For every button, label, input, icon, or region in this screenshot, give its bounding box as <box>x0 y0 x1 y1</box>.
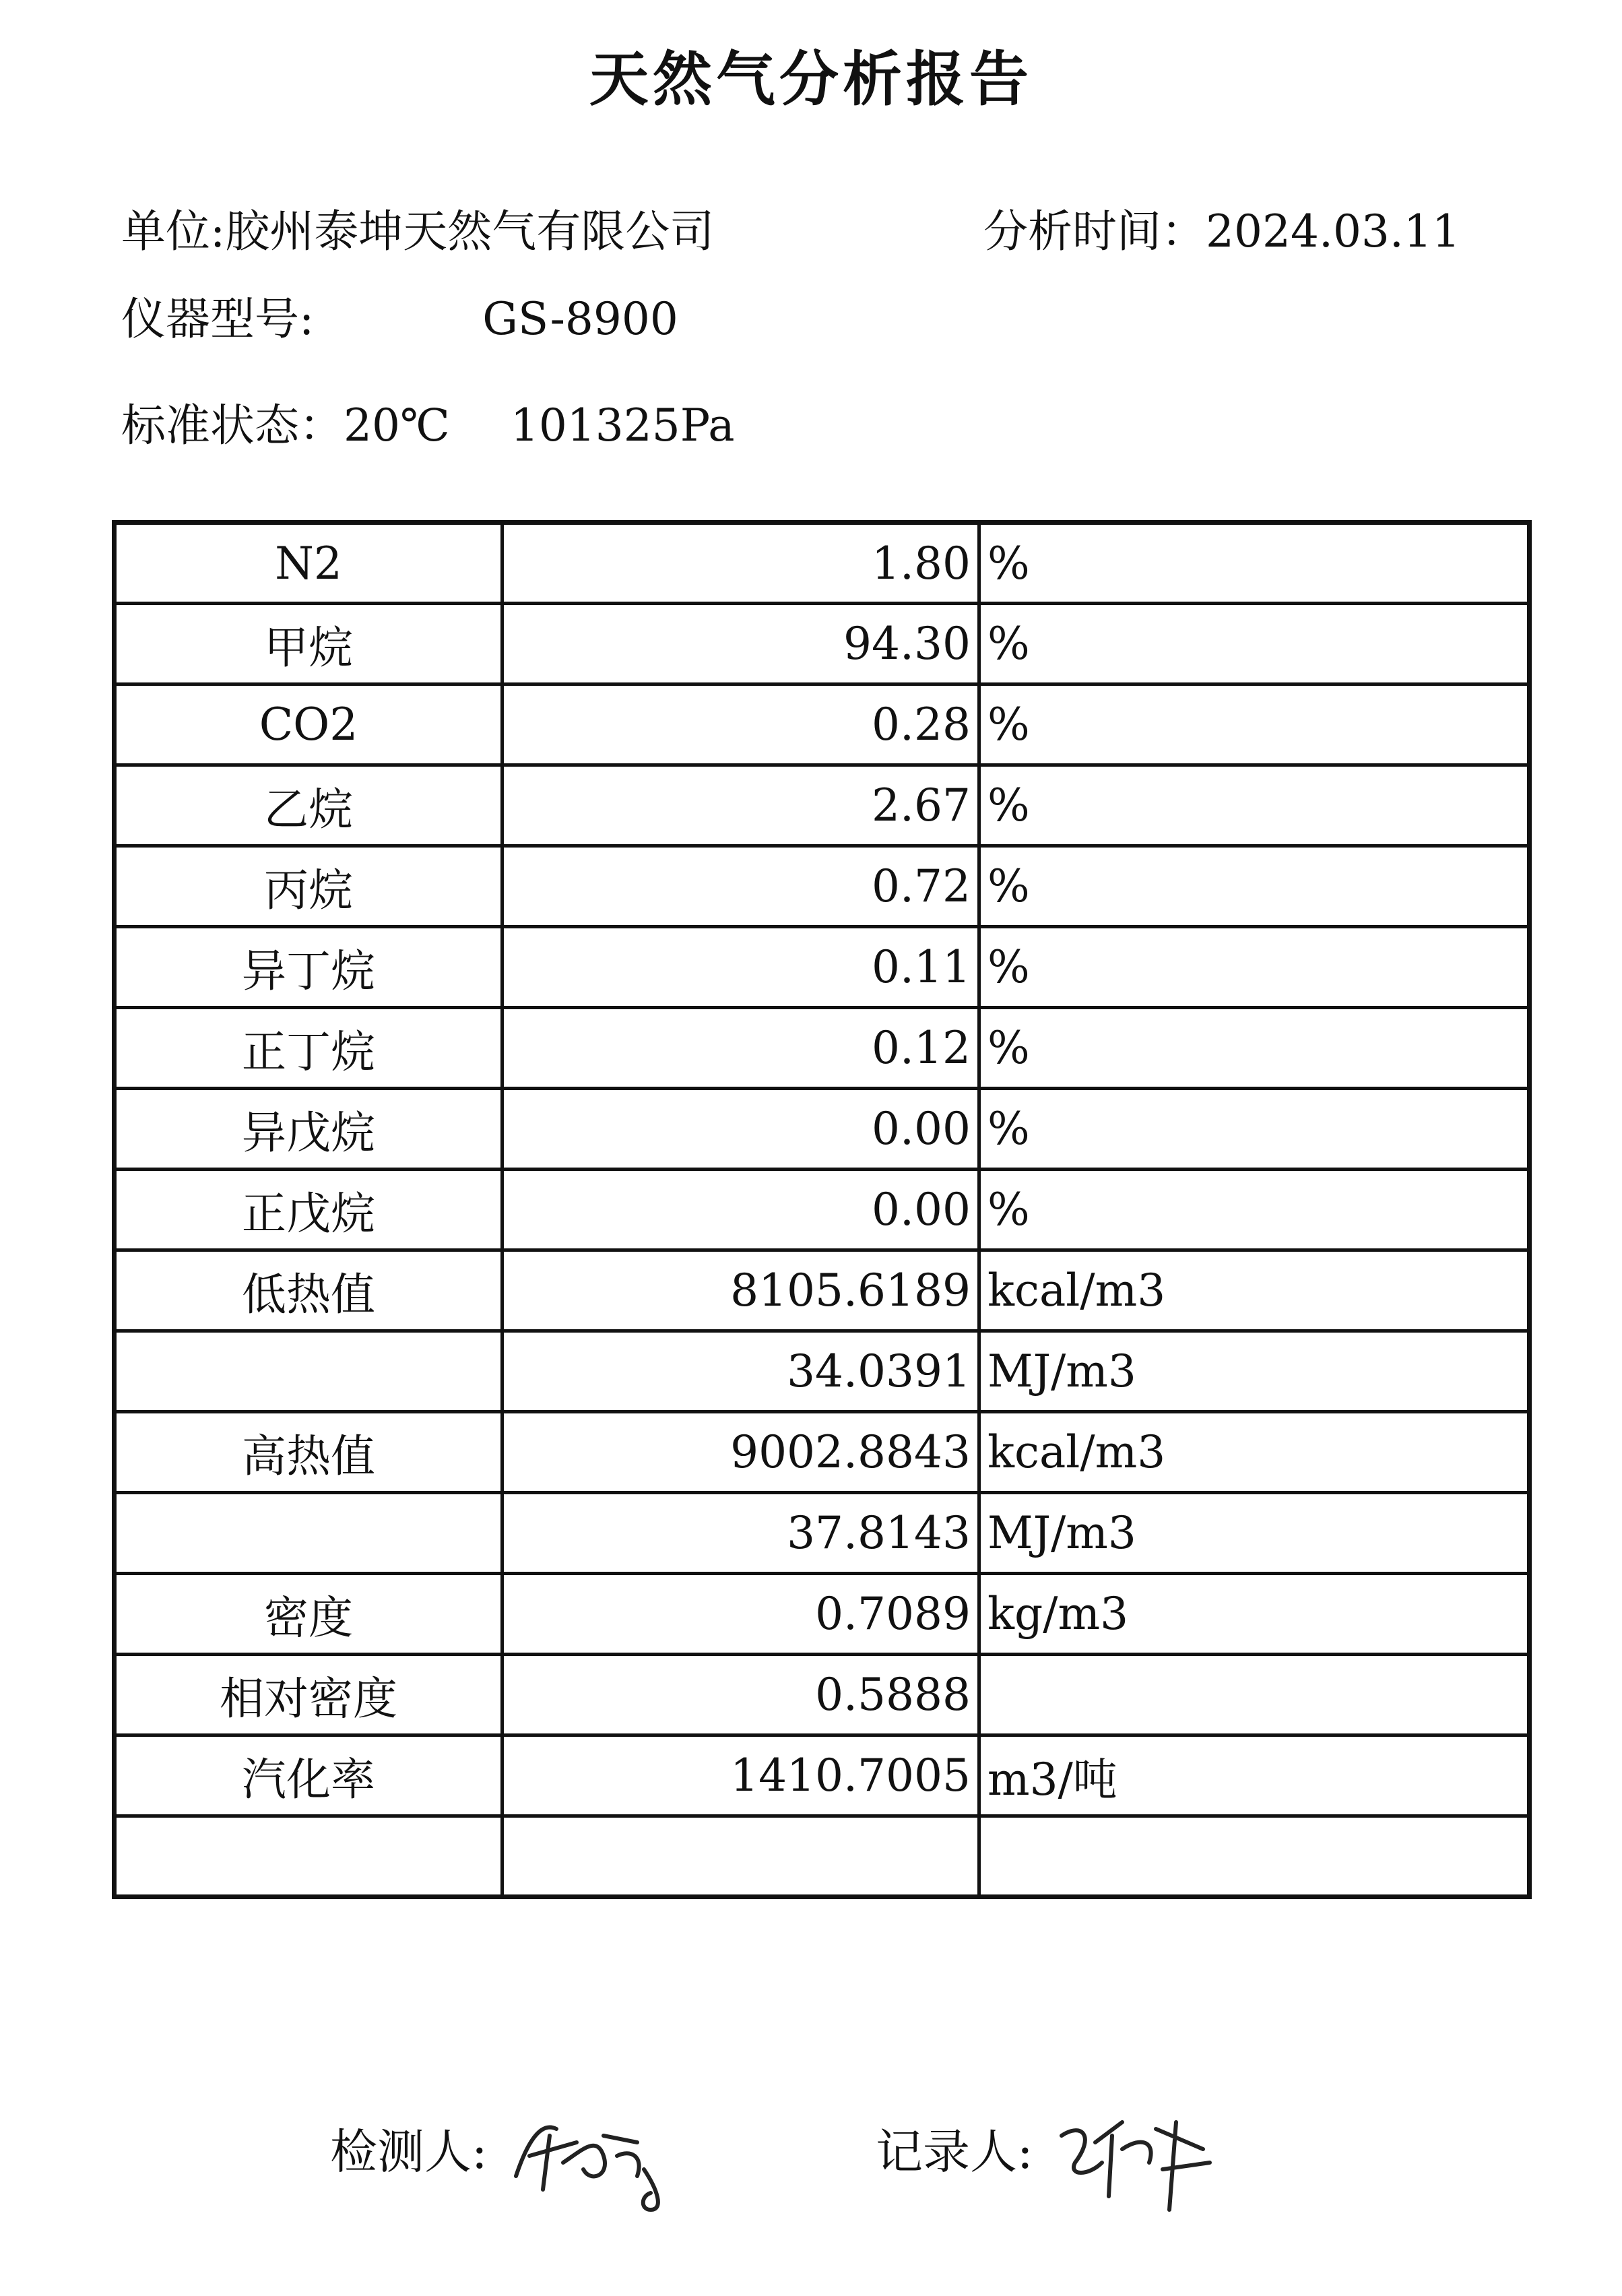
table-row <box>115 1170 1530 1250</box>
unit-cell: m3/吨 <box>979 1735 1530 1816</box>
unit-cell: % <box>979 684 1530 765</box>
component-name-cell: CO2 <box>115 684 502 765</box>
standard-label: 标准状态： <box>121 400 344 451</box>
value-cell: 0.12 <box>502 1008 979 1089</box>
table-row <box>115 1493 1530 1574</box>
table-row <box>115 1574 1530 1655</box>
analysis-time-line <box>983 195 1460 259</box>
unit-cell: % <box>979 1008 1530 1089</box>
component-name-cell: 乙烷 <box>115 765 502 846</box>
component-name-cell: 相对密度 <box>115 1655 502 1735</box>
instrument-line <box>121 283 678 347</box>
unit-cell: kcal/m3 <box>979 1250 1530 1331</box>
recorder-signature-line <box>876 2095 1223 2217</box>
component-name-cell: 异丁烷 <box>115 927 502 1008</box>
table-row <box>115 684 1530 765</box>
table-row <box>115 1250 1530 1331</box>
component-name-cell: 甲烷 <box>115 604 502 684</box>
table-row <box>115 846 1530 927</box>
value-cell: 0.28 <box>502 684 979 765</box>
component-name-cell: 高热值 <box>115 1412 502 1493</box>
unit-cell <box>979 1816 1530 1897</box>
value-cell: 0.5888 <box>502 1655 979 1735</box>
recorder-label: 记录人: <box>876 2124 1033 2179</box>
unit-cell: % <box>979 765 1530 846</box>
inspector-signature <box>502 2095 678 2217</box>
table-row <box>115 1331 1530 1412</box>
unit-line <box>121 195 714 259</box>
component-name-cell: 正戊烷 <box>115 1170 502 1250</box>
table-row <box>115 1655 1530 1735</box>
table-row <box>115 1412 1530 1493</box>
table-row <box>115 1816 1530 1897</box>
analysis-time-label: 分析时间： <box>983 205 1206 257</box>
value-cell: 37.8143 <box>502 1493 979 1574</box>
standard-temperature: 20℃ <box>344 400 450 451</box>
table-row <box>115 765 1530 846</box>
table-row <box>115 604 1530 684</box>
component-name-cell: 汽化率 <box>115 1735 502 1816</box>
instrument-model: GS-8900 <box>482 293 678 345</box>
recorder-signature <box>1048 2095 1223 2217</box>
value-cell: 0.7089 <box>502 1574 979 1655</box>
table-row <box>115 523 1530 604</box>
unit-cell <box>979 1655 1530 1735</box>
component-name-cell <box>115 1331 502 1412</box>
value-cell: 9002.8843 <box>502 1412 979 1493</box>
component-name-cell <box>115 1493 502 1574</box>
report-title: 天然气分析报告 <box>589 44 1033 114</box>
value-cell: 94.30 <box>502 604 979 684</box>
table-row <box>115 927 1530 1008</box>
table-row <box>115 1008 1530 1089</box>
analysis-table-body <box>115 523 1530 1897</box>
table-row <box>115 1735 1530 1816</box>
value-cell: 34.0391 <box>502 1331 979 1412</box>
unit-cell: % <box>979 523 1530 604</box>
unit-cell: kg/m3 <box>979 1574 1530 1655</box>
unit-cell: MJ/m3 <box>979 1331 1530 1412</box>
unit-cell: MJ/m3 <box>979 1493 1530 1574</box>
inspector-label: 检测人: <box>330 2124 488 2179</box>
value-cell <box>502 1816 979 1897</box>
component-name-cell: 密度 <box>115 1574 502 1655</box>
unit-cell: % <box>979 604 1530 684</box>
instrument-label: 仪器型号: <box>121 293 315 345</box>
unit-cell: % <box>979 846 1530 927</box>
analysis-table <box>112 520 1532 1899</box>
value-cell: 1.80 <box>502 523 979 604</box>
value-cell: 2.67 <box>502 765 979 846</box>
inspector-signature-line <box>330 2095 678 2217</box>
value-cell: 0.00 <box>502 1170 979 1250</box>
component-name-cell: 丙烷 <box>115 846 502 927</box>
value-cell: 0.72 <box>502 846 979 927</box>
unit-cell: % <box>979 1089 1530 1170</box>
unit-cell: % <box>979 1170 1530 1250</box>
standard-state-line <box>121 389 735 453</box>
table-row <box>115 1089 1530 1170</box>
unit-cell: % <box>979 927 1530 1008</box>
component-name-cell: 低热值 <box>115 1250 502 1331</box>
component-name-cell: 异戊烷 <box>115 1089 502 1170</box>
component-name-cell <box>115 1816 502 1897</box>
value-cell: 1410.7005 <box>502 1735 979 1816</box>
value-cell: 0.11 <box>502 927 979 1008</box>
company-unit: 单位:胶州泰坤天然气有限公司 <box>121 205 715 257</box>
unit-cell: kcal/m3 <box>979 1412 1530 1493</box>
component-name-cell: N2 <box>115 523 502 604</box>
value-cell: 0.00 <box>502 1089 979 1170</box>
value-cell: 8105.6189 <box>502 1250 979 1331</box>
analysis-time-value: 2024.03.11 <box>1206 205 1460 257</box>
standard-pressure: 101325Pa <box>510 400 735 451</box>
component-name-cell: 正丁烷 <box>115 1008 502 1089</box>
